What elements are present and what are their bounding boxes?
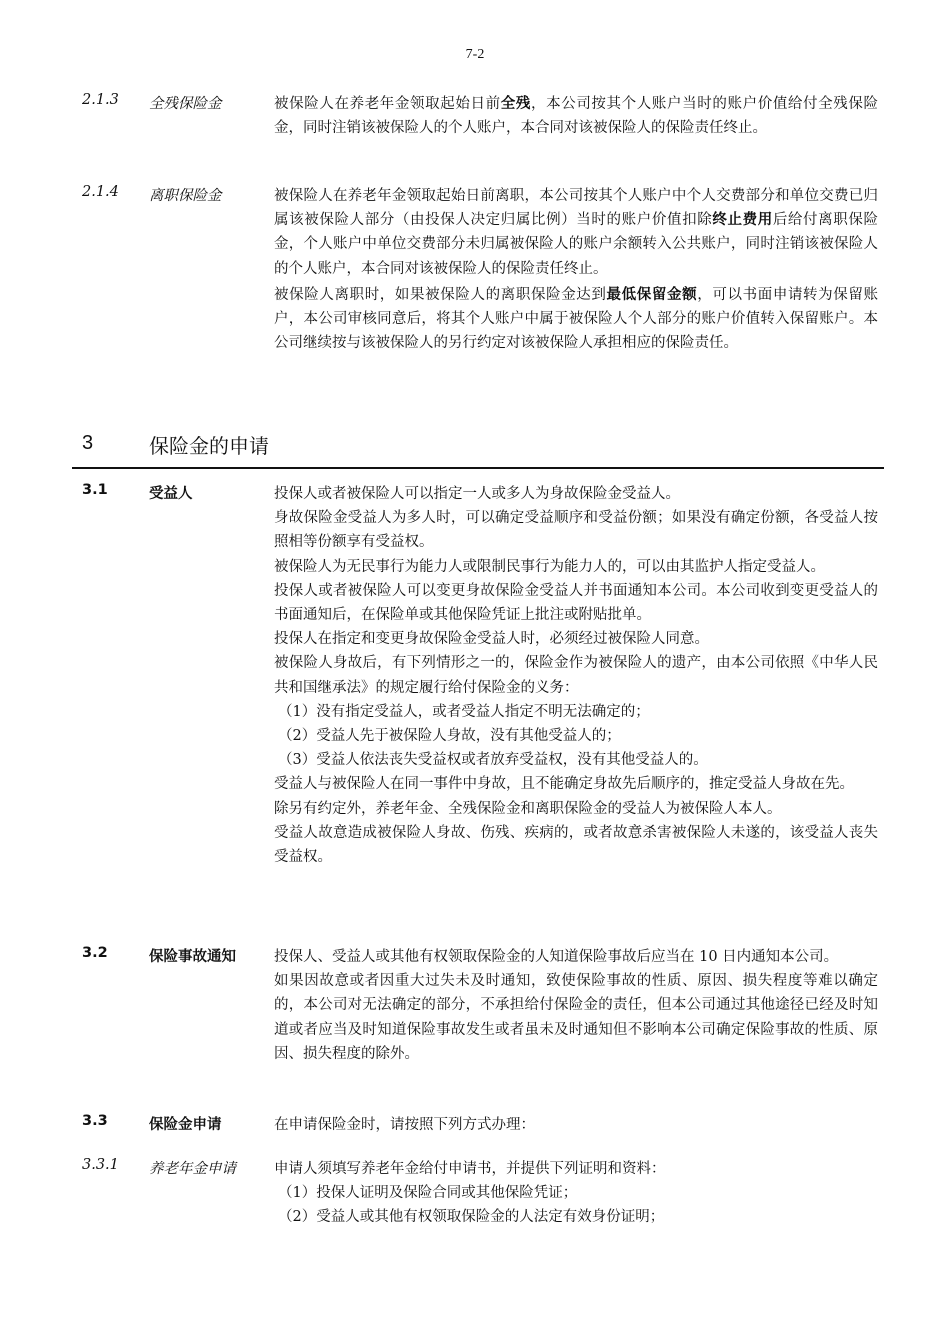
bold-term: 终止费用: [712, 212, 773, 229]
clause-paragraph: 被保险人身故后，有下列情形之一的，保险金作为被保险人的遗产，由本公司依照《中华人民共和国继承法》的规定履行给付保险金的义务：: [274, 655, 878, 696]
section-number: 3: [82, 432, 94, 454]
clause-name: 养老年金申请: [149, 1161, 236, 1177]
clause-paragraph: 投保人或者被保险人可以指定一人或多人为身故保险金受益人。: [274, 486, 680, 502]
clause-name: 离职保险金: [149, 188, 222, 204]
clause-paragraph: 受益人与被保险人在同一事件中身故，且不能确定身故先后顺序的，推定受益人身故在先。: [274, 776, 854, 793]
text-run: 被保险人在养老年金领取起始日前: [274, 96, 501, 112]
clause-number: 2.1.3: [82, 92, 119, 108]
clause-paragraph: 受益人故意造成被保险人身故、伤残、疾病的，或者故意杀害被保险人未遂的，该受益人丧失受益权。: [274, 824, 878, 866]
section-divider: [72, 467, 884, 469]
clause-paragraph: 如果因故意或者因重大过失未及时通知，致使保险事故的性质、原因、损失程度等难以确定的，本公司对无法确定的部分，不承担给付保险金的责任，但本公司通过其他途径已经及时知道或者应当及时知道保险事故发生或者虽未及时通知但不影响本公司确定保险事故的性质、原因、损失程度的除外。: [274, 973, 878, 1062]
clause-body: [274, 184, 878, 355]
clause-paragraph: [274, 184, 878, 281]
text-run: 后给付离职保险金，个人账户中单位交费部分未归属被保险人的账户余额转入公共账户，同时注销该被保险人的个人账户，本合同对该被保险人的保险责任终止。: [274, 212, 879, 277]
clause-paragraph: 投保人在指定和变更身故保险金受益人时，必须经过被保险人同意。: [274, 631, 709, 648]
clause-body: [274, 1157, 878, 1230]
clause-body: [274, 1113, 878, 1137]
clause-number: 3.3: [82, 1113, 108, 1129]
clause-number: 3.1: [82, 482, 108, 498]
text-run: ，本公司按其个人账户当时的账户价值给付全残保险金，同时注销该被保险人的个人账户，本合同对该被保险人的保险责任终止。: [274, 96, 879, 137]
text-run: ，可以书面申请转为保留账户，本公司审核同意后，将其个人账户中属于被保险人个人部分的账户价值转入保留账户。本公司继续按与该被保险人的另行约定对该被保险人承担相应的保险责任。: [274, 286, 879, 352]
clause-paragraph: [274, 283, 878, 356]
page-number: 7-2: [465, 47, 485, 62]
clause-name: 受益人: [149, 486, 193, 502]
list-item: （1）没有指定受益人，或者受益人指定不明无法确定的；: [278, 703, 650, 720]
clause-paragraph: 在申请保险金时，请按照下列方式办理：: [274, 1117, 535, 1133]
clause-number: 2.1.4: [82, 184, 119, 200]
clause-name: 全残保险金: [149, 96, 222, 112]
clause-name: 保险事故通知: [149, 949, 236, 965]
clause-number: 3.2: [82, 945, 108, 961]
text-run: 被保险人在养老年金领取起始日前离职，本公司按其个人账户中个人交费部分和单位交费已归属该被保险人部分（由投保人决定归属比例）当时的账户价值扣除: [274, 188, 878, 229]
section-title: 保险金的申请: [149, 434, 269, 458]
list-item: （3）受益人依法丧失受益权或者放弃受益权，没有其他受益人的。: [278, 752, 708, 769]
text-run: 被保险人离职时，如果被保险人的离职保险金达到: [274, 286, 607, 303]
list-item: （2）受益人先于被保险人身故，没有其他受益人的；: [278, 728, 621, 745]
clause-number: 3.3.1: [82, 1157, 119, 1173]
bold-term: 全残: [500, 96, 531, 112]
clause-paragraph: 投保人、受益人或其他有权领取保险金的人知道保险事故后应当在 10 日内通知本公司。: [274, 949, 839, 965]
list-item: （2）受益人或其他有权领取保险金的人法定有效身份证明；: [278, 1209, 665, 1226]
clause-name: 保险金申请: [149, 1117, 222, 1133]
clause-paragraph: 身故保险金受益人为多人时，可以确定受益顺序和受益份额；如果没有确定份额，各受益人按照相等份额享有受益权。: [274, 510, 878, 551]
list-item: （1）投保人证明及保险合同或其他保险凭证；: [278, 1185, 578, 1202]
clause-body: [274, 945, 878, 1066]
clause-body: [274, 92, 878, 140]
clause-paragraph: 申请人须填写养老年金给付申请书，并提供下列证明和资料：: [274, 1161, 666, 1177]
clause-body: [274, 482, 878, 869]
clause-paragraph: 被保险人为无民事行为能力人或限制民事行为能力人的，可以由其监护人指定受益人。: [274, 558, 825, 575]
clause-paragraph: 除另有约定外，养老年金、全残保险金和离职保险金的受益人为被保险人本人。: [274, 800, 782, 817]
clause-paragraph: 投保人或者被保险人可以变更身故保险金受益人并书面通知本公司。本公司收到变更受益人的书面通知后，在保险单或其他保险凭证上批注或附贴批单。: [274, 582, 878, 624]
bold-term: 最低保留金额: [606, 286, 698, 303]
clause-paragraph: [274, 92, 878, 140]
